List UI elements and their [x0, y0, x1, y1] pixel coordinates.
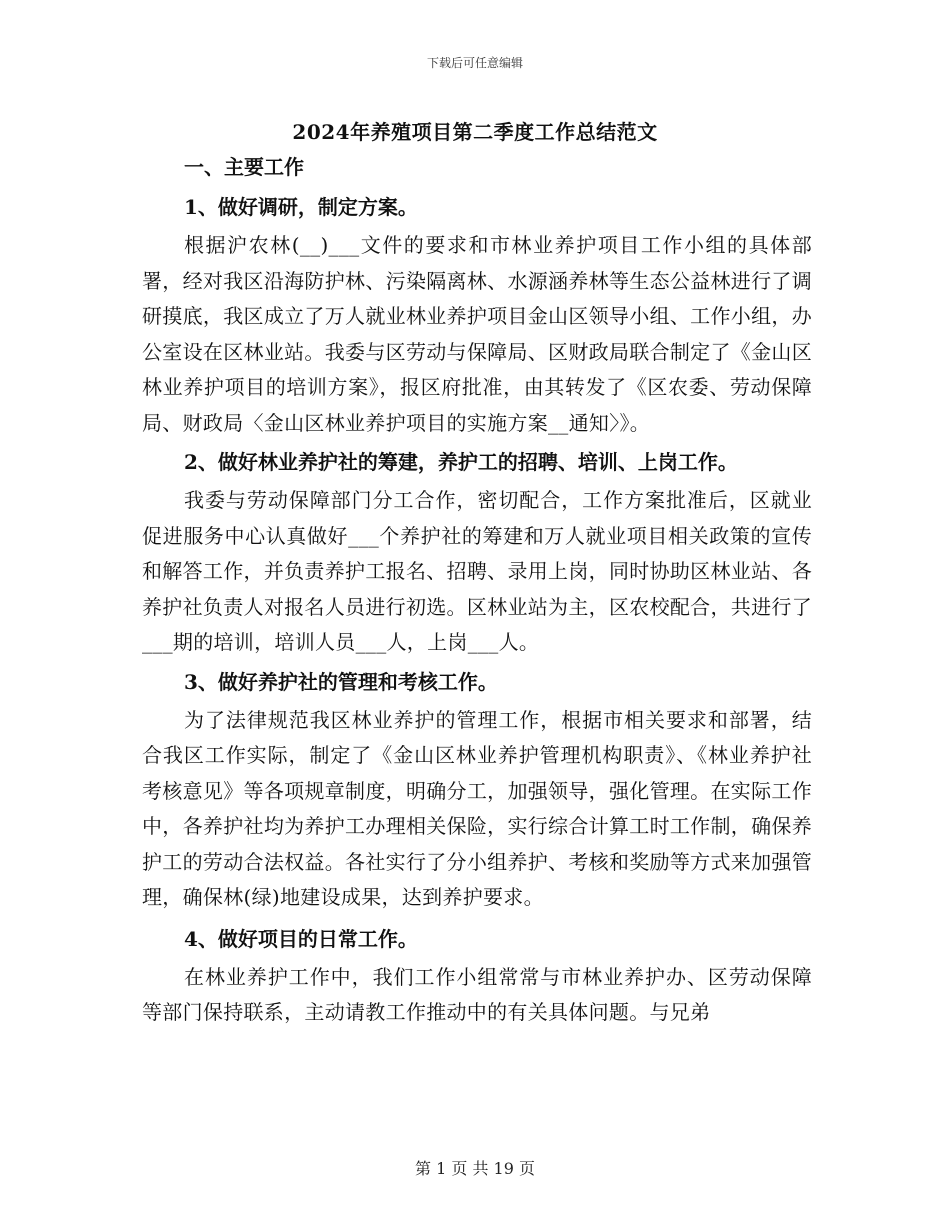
document-body [142, 150, 812, 1031]
page-number: 第 1 页 共 19 页 [415, 1159, 535, 1178]
document-title: 2024年养殖项目第二季度工作总结范文 [292, 120, 658, 144]
header-note: 下载后可任意编辑 [426, 56, 523, 70]
section-heading-4: 4、做好项目的日常工作。 [184, 926, 418, 951]
section-paragraph-4: 在林业养护工作中，我们工作小组常常与市林业养护办、区劳动保障等部门保持联系，主动请教工作推动中的有关具体问题。与兄弟 [142, 964, 812, 1024]
section-heading-3: 3、做好养护社的管理和考核工作。 [184, 669, 498, 694]
section-paragraph-3: 为了法律规范我区林业养护的管理工作，根据市相关要求和部署，结合我区工作实际，制定了《金山区林业养护管理机构职责》、《林业养护社考核意见》等各项规章制度，明确分工，加强领导，强化管理。在实际工作中，各养护社均为养护工办理相关保险，实行综合计算工时工作制，确保养护工的劳动合法权益。各社实行了分小组养护、考核和奖励等方式来加强管理，确保林(绿)地建设成果，达到养护要求。 [142, 707, 812, 909]
section-heading-1: 1、做好调研，制定方案。 [184, 195, 418, 219]
section-heading-2: 2、做好林业养护社的筹建，养护工的招聘、培训、上岗工作。 [184, 450, 738, 474]
section-heading-main-work: 一、主要工作 [184, 155, 304, 179]
section-paragraph-1: 根据沪农林(__)___文件的要求和市林业养护项目工作小组的具体部署，经对我区沿海防护林、污染隔离林、水源涵养林等生态公益林进行了调研摸底，我区成立了万人就业林业养护项目金山区领导小组、工作小组，办公室设在区林业站。我委与区劳动与保障局、区财政局联合制定了《金山区林业养护项目的培训方案》，报区府批准，由其转发了《区农委、劳动保障局、财政局〈金山区林业养护项目的实施方案__通知〉》。 [142, 233, 812, 435]
section-paragraph-2: 我委与劳动保障部门分工合作，密切配合，工作方案批准后，区就业促进服务中心认真做好___个养护社的筹建和万人就业项目相关政策的宣传和解答工作，并负责养护工报名、招聘、录用上岗，同时协助区林业站、各养护社负责人对报名人员进行初选。区林业站为主，区农校配合，共进行了___期的培训，培训人员___人，上岗___人。 [142, 488, 812, 654]
